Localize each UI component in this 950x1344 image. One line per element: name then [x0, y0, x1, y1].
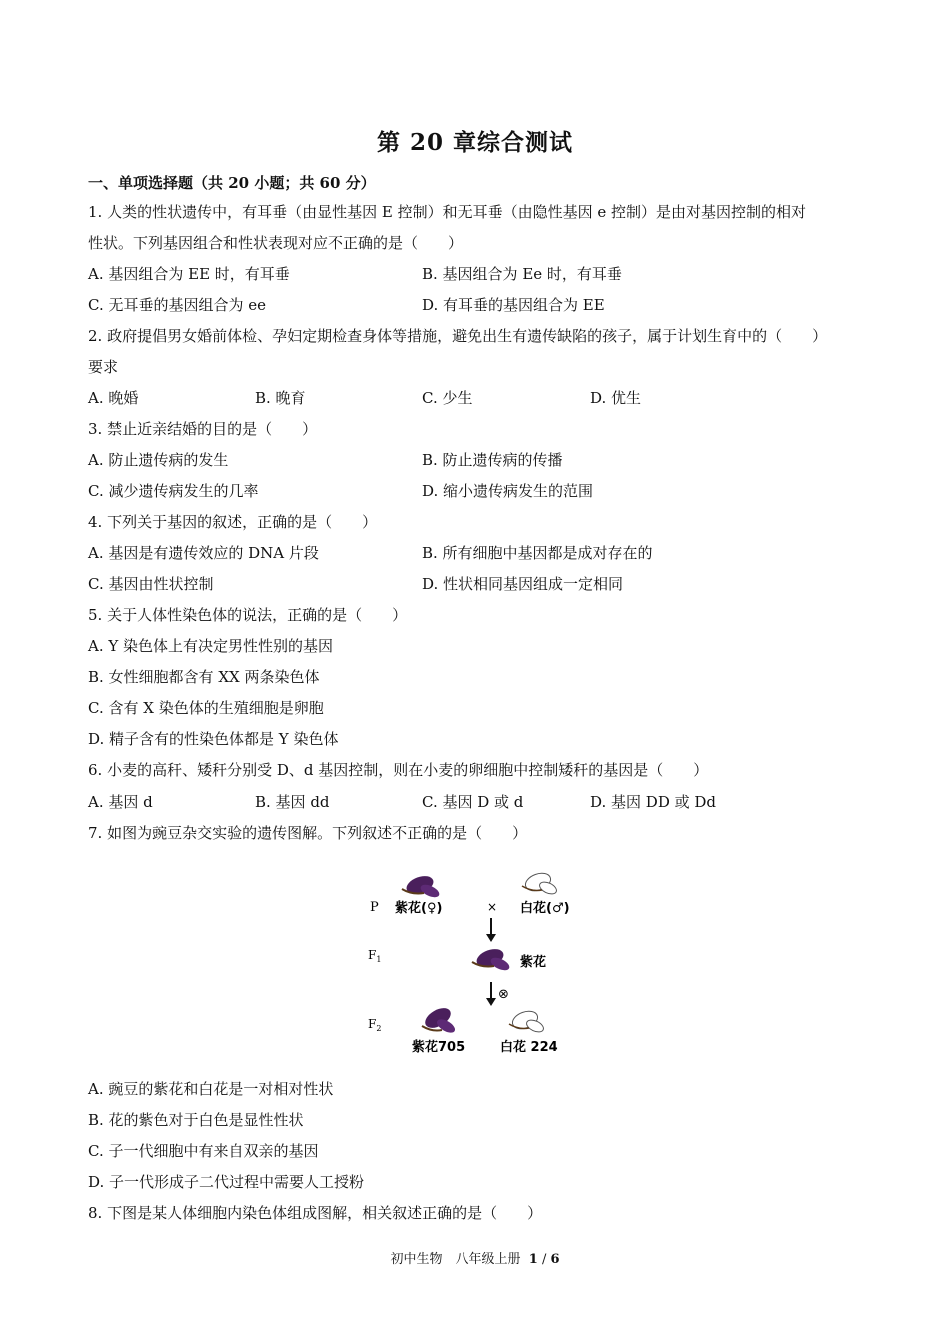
question-1-option-c: C. 无耳垂的基因组合为 ee: [88, 296, 267, 314]
question-3-option-c: C. 减少遗传病发生的几率: [88, 482, 259, 500]
label-f1: $F_1$: [368, 948, 382, 964]
self-cross-symbol: ⊗: [498, 987, 509, 1002]
question-4-stem: 4. 下列关于基因的叙述，正确的是（ ）: [88, 513, 378, 531]
question-2-option-b: B. 晚育: [255, 389, 306, 407]
question-7-option-a: A. 豌豆的紫花和白花是一对相对性状: [88, 1080, 334, 1098]
arrow-head-p-to-f1: [486, 934, 496, 942]
footer-separator: /: [541, 1252, 547, 1267]
question-3-stem: 3. 禁止近亲结婚的目的是（ ）: [88, 420, 318, 438]
section-heading: 一、单项选择题（共 20 小题；共 60 分）: [88, 174, 376, 192]
question-2-option-c: C. 少生: [422, 389, 473, 407]
question-5-option-a: A. Y 染色体上有决定男性性别的基因: [88, 637, 334, 655]
question-1-stem-line-1: 1. 人类的性状遗传中，有耳垂（由显性基因 E 控制）和无耳垂（由隐性基因 e 控制）是由对基因控制的相对: [88, 203, 806, 221]
footer-page-number: 1: [528, 1252, 538, 1267]
question-8-stem: 8. 下图是某人体细胞内染色体组成图解，相关叙述正确的是（ ）: [88, 1204, 543, 1222]
question-5-option-c: C. 含有 X 染色体的生殖细胞是卵胞: [88, 699, 324, 717]
purple-flower-icon: [402, 873, 441, 900]
question-2-option-d: D. 优生: [590, 389, 642, 407]
question-6-option-c: C. 基因 D 或 d: [422, 793, 524, 811]
page-title: 第 20 章综合测试: [376, 129, 574, 156]
arrow-head-f1-to-f2: [486, 998, 496, 1006]
page-footer: [0, 1248, 950, 1267]
question-3-option-a: A. 防止遗传病的发生: [88, 451, 229, 469]
question-4-option-a: A. 基因是有遗传效应的 DNA 片段: [88, 544, 319, 562]
f2-purple-flower-icon: [422, 1004, 457, 1035]
question-3-option-b: B. 防止遗传病的传播: [422, 451, 563, 469]
f2-purple-label: 紫花705: [412, 1040, 466, 1055]
f1-flower-label: 紫花: [520, 955, 547, 970]
question-7-option-b: B. 花的紫色对于白色是显性性状: [88, 1111, 304, 1129]
question-2-stem-line-1: 2. 政府提倡男女婚前体检、孕妇定期检查身体等措施，避免出生有遗传缺陷的孩子，属于计划生育中的（ ）: [88, 327, 828, 345]
footer-course: 初中生物 八年级上册: [390, 1252, 521, 1267]
label-p: P: [370, 900, 379, 915]
question-5-stem: 5. 关于人体性染色体的说法，正确的是（ ）: [88, 606, 408, 624]
f2-white-label: 白花 224: [500, 1040, 558, 1055]
question-6-stem: 6. 小麦的高秆、矮秆分别受 D、d 基因控制，则在小麦的卵细胞中控制矮秆的基因是（ ）: [88, 761, 709, 779]
f1-purple-flower-icon: [472, 946, 511, 973]
question-4-option-d: D. 性状相同基因组成一定相同: [422, 575, 624, 593]
cross-symbol: ×: [487, 900, 498, 914]
question-1-stem-line-2: 性状。下列基因组合和性状表现对应不正确的是（ ）: [88, 234, 464, 252]
white-flower-icon: [522, 870, 558, 896]
question-3-option-d: D. 缩小遗传病发生的范围: [422, 482, 594, 500]
question-1-option-a: A. 基因组合为 EE 时，有耳垂: [88, 265, 290, 283]
question-2-option-a: A. 晚婚: [88, 389, 139, 407]
footer-total-pages: 6: [550, 1252, 560, 1267]
question-6-option-d: D. 基因 DD 或 Dd: [590, 793, 717, 811]
pea-cross-diagram: [360, 860, 600, 1060]
p-female-label: 紫花(♀): [395, 901, 443, 916]
question-5-option-d: D. 精子含有的性染色体都是 Y 染色体: [88, 730, 339, 748]
question-7-option-d: D. 子一代形成子二代过程中需要人工授粉: [88, 1173, 365, 1191]
question-1-option-d: D. 有耳垂的基因组合为 EE: [422, 296, 605, 314]
question-1-option-b: B. 基因组合为 Ee 时，有耳垂: [422, 265, 622, 283]
p-male-label: 白花(♂): [520, 901, 570, 916]
question-7-stem: 7. 如图为豌豆杂交实验的遗传图解。下列叙述不正确的是（ ）: [88, 824, 528, 842]
question-6-option-b: B. 基因 dd: [255, 793, 330, 811]
question-4-option-c: C. 基因由性状控制: [88, 575, 214, 593]
question-5-option-b: B. 女性细胞都含有 XX 两条染色体: [88, 668, 320, 686]
label-f2: $F_2$: [368, 1017, 382, 1033]
question-2-stem-line-2: 要求: [88, 358, 119, 376]
question-6-option-a: A. 基因 d: [88, 793, 153, 811]
question-4-option-b: B. 所有细胞中基因都是成对存在的: [422, 544, 653, 562]
question-7-option-c: C. 子一代细胞中有来自双亲的基因: [88, 1142, 319, 1160]
f2-white-flower-icon: [509, 1008, 545, 1034]
